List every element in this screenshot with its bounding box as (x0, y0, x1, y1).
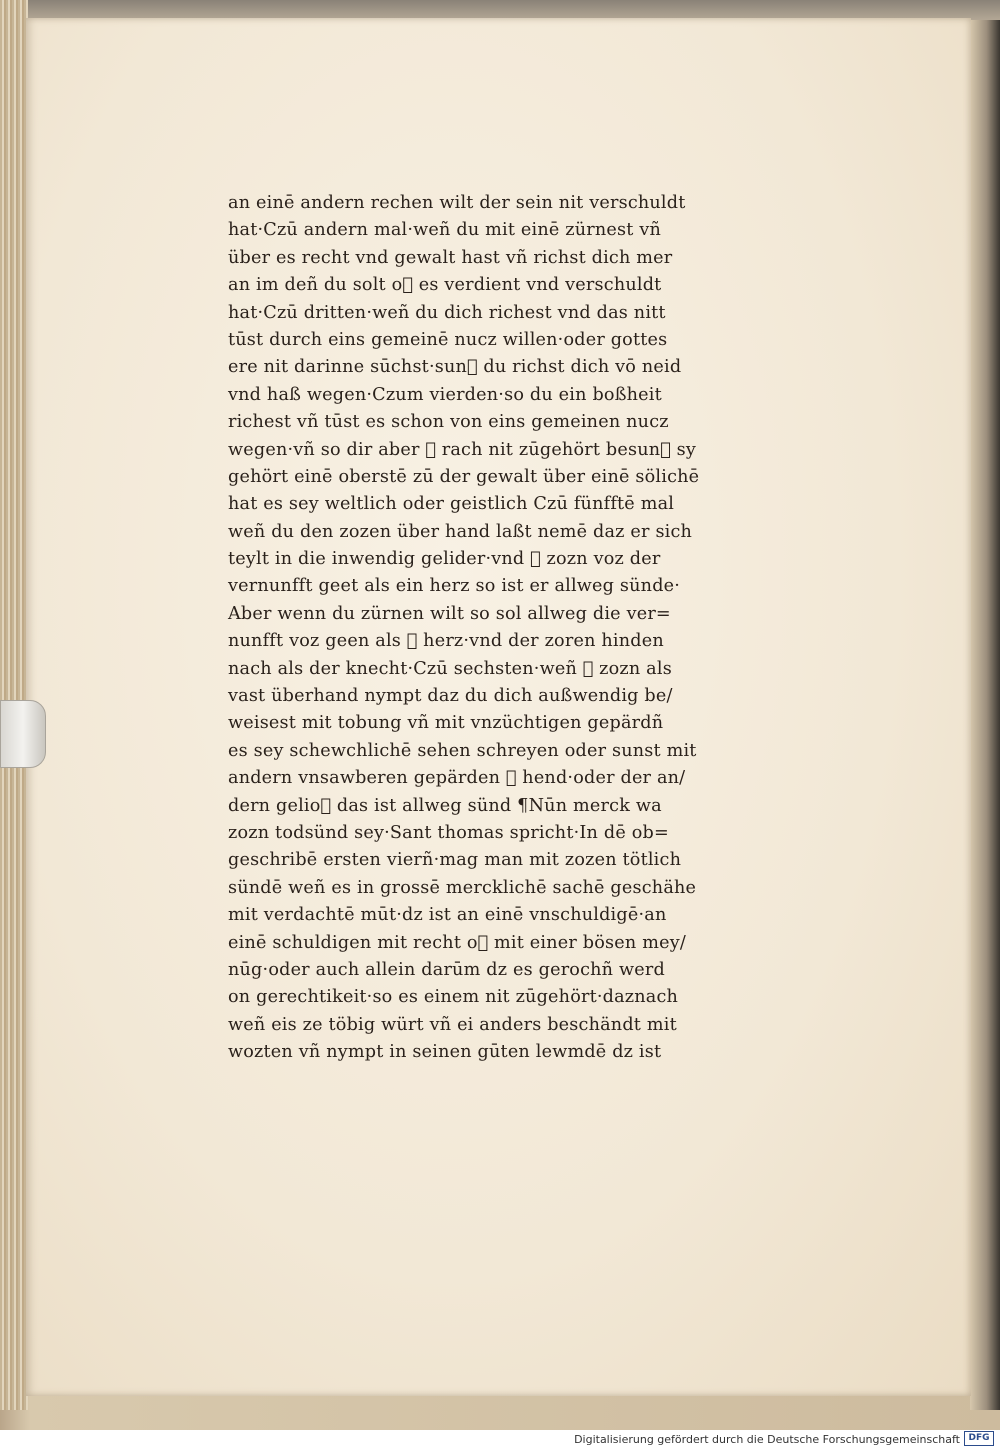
text-line: hat·Czū andern mal·weñ du mit einē zürnest vñ (228, 220, 662, 241)
text-line: sündē weñ es in grossē mercklichē sachē geschähe (228, 877, 697, 898)
text-line: mit verdachtē mūt·dz ist an einē vnschuldigē·an (228, 905, 667, 926)
text-line: einē schuldigen mit recht oᷣ mit einer bösen mey/ (228, 932, 686, 953)
manuscript-page (26, 18, 971, 1396)
text-block (228, 190, 788, 1067)
text-line: nach als der knecht·Czū sechsten·weñ ᷣ zozn als (228, 658, 672, 679)
text-line: gehört einē oberstē zū der gewalt über einē sölichē (228, 466, 700, 487)
text-line: geschribē ersten vierñ·mag man mit zozen tötlich (228, 850, 682, 871)
book-clasp (0, 700, 46, 768)
text-line: tūst durch eins gemeinē nucz willen·oder gottes (228, 329, 668, 350)
text-line: on gerechtikeit·so es einem nit zūgehört·daznach (228, 987, 679, 1008)
text-line: dern gelioᷣ das ist allweg sünd ¶Nūn merck wa (228, 795, 662, 816)
text-line: wozten vñ nympt in seinen gūten lewmdē dz ist (228, 1042, 662, 1063)
text-line: vast überhand nympt daz du dich außwendig be/ (228, 686, 673, 707)
text-line: teylt in die inwendig gelider·vnd ᷣ zozn voz der (228, 549, 661, 570)
text-line: nunfft voz geen als ᷣ herz·vnd der zoren hinden (228, 631, 664, 652)
text-line: richest vñ tūst es schon von eins gemeinen nucz (228, 412, 669, 433)
text-line: nūg·oder auch allein darūm dz es gerochñ werd (228, 959, 665, 980)
text-line: es sey schewchlichē sehen schreyen oder sunst mit (228, 740, 697, 761)
text-line: wegen·vñ so dir aber ᷣ rach nit zūgehört besunᷣ sy (228, 439, 697, 460)
text-line: an einē andern rechen wilt der sein nit verschuldt (228, 193, 686, 213)
text-line: weñ eis ze töbig würt vñ ei anders beschändt mit (228, 1014, 677, 1035)
dfg-credit: Digitalisierung gefördert durch die Deutsche Forschungsgemeinschaft (574, 1433, 960, 1446)
text-line: hat·Czū dritten·weñ du dich richest vnd das nitt (228, 302, 666, 323)
text-line: über es recht vnd gewalt hast vñ richst dich mer (228, 247, 673, 268)
right-page-edge (970, 20, 1000, 1410)
text-line: vernunfft geet als ein herz so ist er allweg sünde· (228, 576, 681, 597)
text-line: zozn todsünd sey·Sant thomas spricht·In dē ob= (228, 822, 669, 843)
text-line: ere nit darinne sūchst·sunᷣ du richst dich vō neid (228, 357, 682, 378)
text-line: vnd haß wegen·Czum vierden·so du ein boßheit (228, 384, 662, 405)
text-line: andern vnsawberen gepärden ᷣ hend·oder der an/ (228, 768, 686, 789)
text-line: Aber wenn du zürnen wilt so sol allweg die ver= (228, 603, 671, 624)
text-line: weñ du den zozen über hand laßt nemē daz er sich (228, 521, 693, 542)
dfg-logo-icon: DFG (964, 1431, 994, 1446)
text-line: hat es sey weltlich oder geistlich Czū fünfftē mal (228, 494, 675, 515)
text-line: weisest mit tobung vñ mit vnzüchtigen gepärdñ (228, 713, 664, 734)
text-line: an im deñ du solt oᷣ es verdient vnd verschuldt (228, 275, 662, 296)
